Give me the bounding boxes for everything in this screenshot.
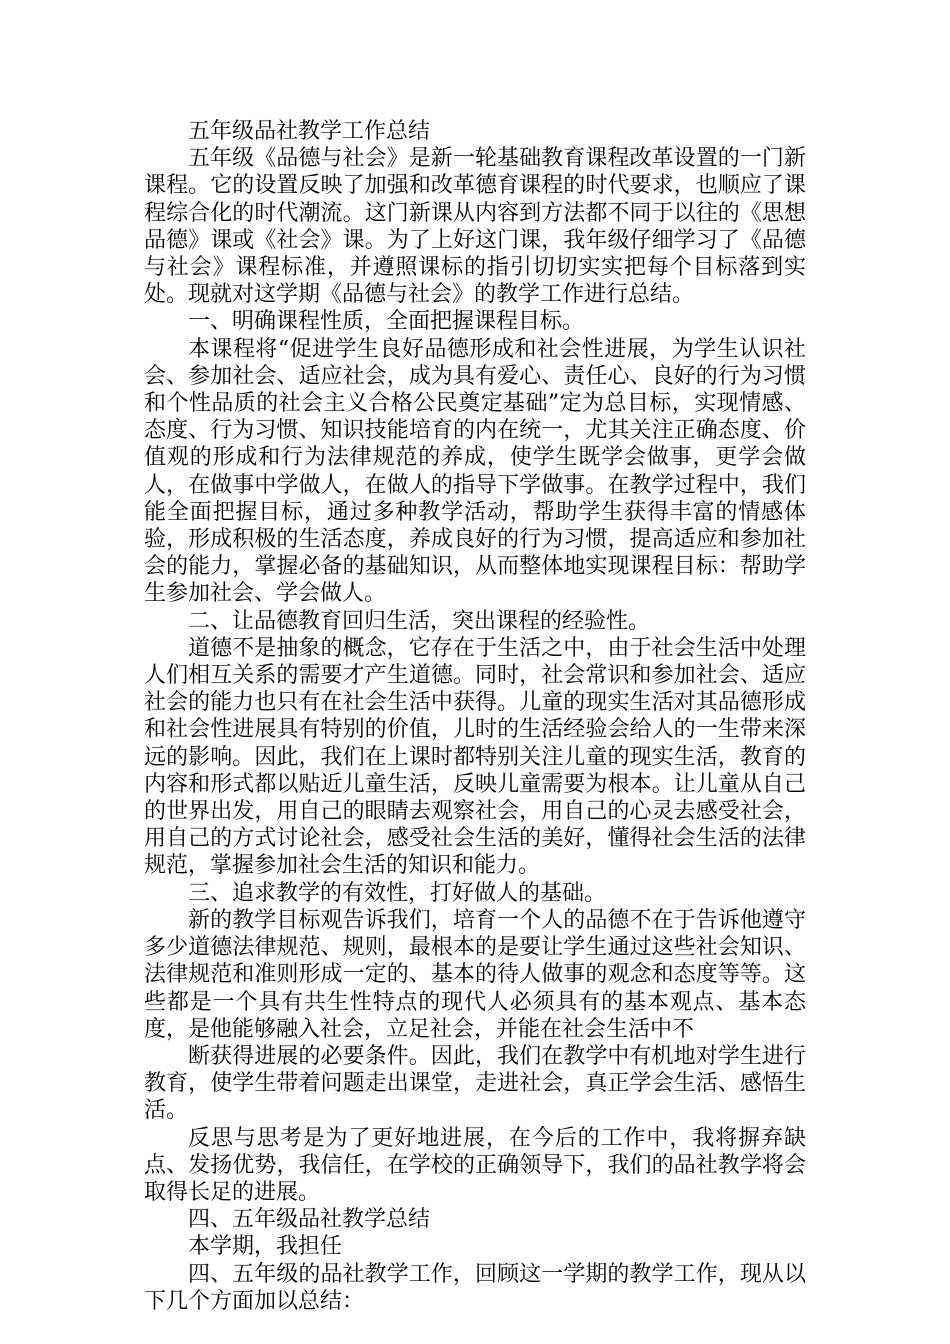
reflection-paragraph: 反思与思考是为了更好地进展，在今后的工作中，我将摒弃缺点、发扬优势，我信任，在学校的正确领导下，我们的品社教学将会取得长足的进展。 <box>144 1125 806 1205</box>
intro-paragraph: 五年级《品德与社会》是新一轮基础教育课程改革设置的一门新课程。它的设置反映了加强和改革德育课程的时代要求，也顺应了课程综合化的时代潮流。这门新课从内容到方法都不同于以往的《思想品德》课或《社会》课。为了上好这门课，我年级仔细学习了《品德与社会》课程标准，并遵照课标的指引切切实实把每个目标落到实处。现就对这学期《品德与社会》的教学工作进行总结。 <box>144 146 806 308</box>
section-heading-1: 一、明确课程性质，全面把握课程目标。 <box>188 309 585 335</box>
closing-paragraph: 四、五年级的品社教学工作，回顾这一学期的教学工作，现从以下几个方面加以总结： <box>144 1261 806 1314</box>
section-1-paragraph: 本课程将“促进学生良好品德形成和社会性进展，为学生认识社会、参加社会、适应社会，成为具有爱心、责任心、良好的行为习惯和个性品质的社会主义合格公民奠定基础”定为总目标，实现情感、态度、行为习惯、知识技能培育的内在统一，尤其关注正确态度、价值观的形成和行为法律规范的养成，使学生既学会做事，更学会做人，在做事中学做人，在做人的指导下学做事。在教学过程中，我们能全面把握目标，通过多种教学活动，帮助学生获得丰富的情感体验，形成积极的生活态度，养成良好的行为习惯，提高适应和参加社会的能力，掌握必备的基础知识，从而整体地实现课程目标：帮助学生参加社会、学会做人。 <box>144 336 806 607</box>
section-heading-3: 三、追求教学的有效性，打好做人的基础。 <box>188 880 607 906</box>
section-3-continuation: 断获得进展的必要条件。因此，我们在教学中有机地对学生进行教育，使学生带着问题走出课堂，走进社会，真正学会生活、感悟生活。 <box>144 1043 806 1124</box>
section-heading-2: 二、让品德教育回归生活，突出课程的经验性。 <box>188 608 651 634</box>
document-page <box>144 118 806 1315</box>
second-summary-title: 四、五年级品社教学总结 <box>188 1207 431 1233</box>
document-title: 五年级品社教学工作总结 <box>188 119 431 144</box>
section-3-paragraph: 新的教学目标观告诉我们，培育一个人的品德不在于告诉他遵守多少道德法律规范、规则，最根本的是要让学生通过这些社会知识、法律规范和准则形成一定的、基本的待人做事的观念和态度等等。这些都是一个具有共生性特点的现代人必须具有的基本观点、基本态度，是他能够融入社会，立足社会，并能在社会生活中不 <box>144 907 806 1042</box>
section-2-paragraph: 道德不是抽象的概念，它存在于生活之中，由于社会生活中处理人们相互关系的需要才产生道德。同时，社会常识和参加社会、适应社会的能力也只有在社会生活中获得。儿童的现实生活对其品德形成和社会性进展具有特别的价值，儿时的生活经验会给人的一生带来深远的影响。因此，我们在上课时都特别关注儿童的现实生活，教育的内容和形式都以贴近儿童生活，反映儿童需要为根本。让儿童从自己的世界出发，用自己的眼睛去观察社会，用自己的心灵去感受社会，用自己的方式讨论社会，感受社会生活的美好，懂得社会生活的法律规范，掌握参加社会生活的知识和能力。 <box>144 635 806 879</box>
semester-line: 本学期，我担任 <box>188 1234 343 1260</box>
